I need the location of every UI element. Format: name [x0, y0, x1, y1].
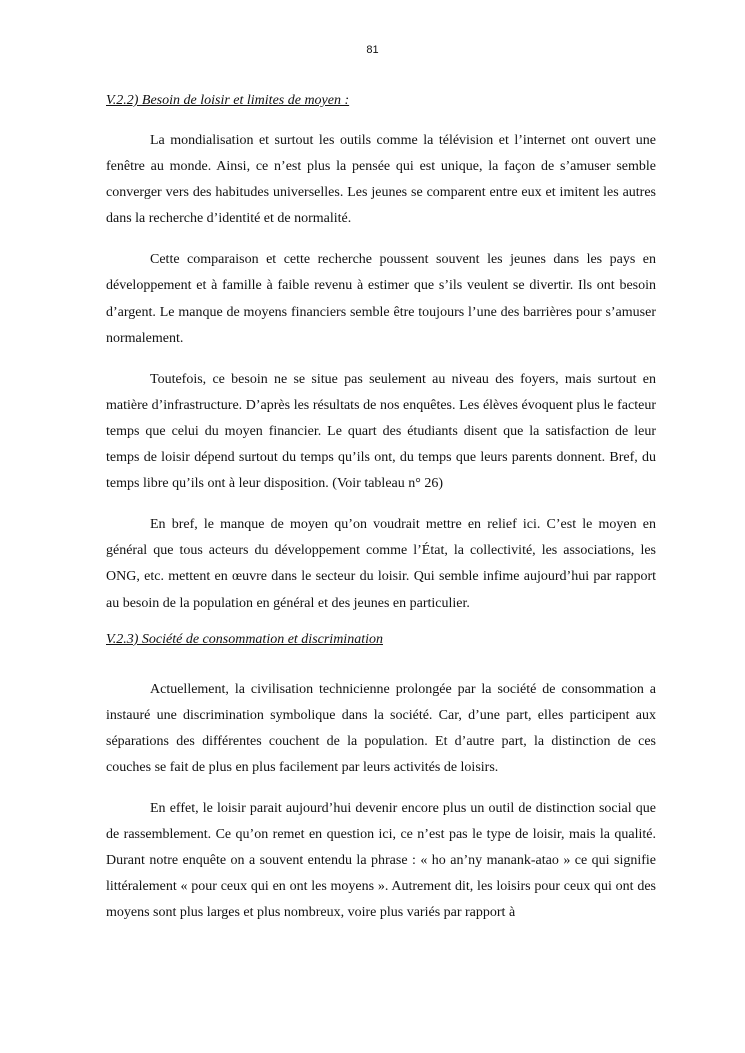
- page-number: 81: [366, 44, 379, 56]
- paragraph: La mondialisation et surtout les outils comme la télévision et l’internet ont ouvert une fenêtre au monde. Ainsi, ce n’est plus la pensée qui est unique, la façon de s’amuser semble converger vers des habitudes universelles. Les jeunes se comparent entre eux et imitent les autres dans la recherche d’identité et de normalité.: [106, 133, 656, 227]
- section-heading: V.2.2) Besoin de loisir et limites de moyen :: [106, 93, 350, 108]
- section-besoin-de-loisir: [106, 88, 656, 617]
- section-heading: V.2.3) Société de consommation et discrimination: [106, 631, 383, 647]
- paragraph: Cette comparaison et cette recherche poussent souvent les jeunes dans les pays en développement et à famille à faible revenu à estimer que s’ils veulent se divertir. Ils ont besoin d’argent. Le manque de moyens financiers semble être toujours l’une des barrières pour s’amuser normalement.: [106, 252, 656, 346]
- section-societe-de-consommation: [106, 627, 656, 927]
- paragraph: Toutefois, ce besoin ne se situe pas seulement au niveau des foyers, mais surtout en matière d’infrastructure. D’après les résultats de nos enquêtes. Les élèves évoquent plus le facteur temps que celui du moyen financier. Le quart des étudiants disent que la satisfaction de leur temps de loisir dépend surtout du temps qu’ils ont, du temps que leurs parents donnent. Bref, du temps libre qu’ils ont à leur disposition. (Voir tableau n° 26): [106, 371, 656, 492]
- paragraph: En bref, le manque de moyen qu’on voudrait mettre en relief ici. C’est le moyen en général que tous acteurs du développement comme l’État, la collectivité, les associations, les ONG, etc. mettent en œuvre dans le secteur du loisir. Qui semble infime aujourd’hui par rapport au besoin de la population en général et des jeunes en particulier.: [106, 517, 656, 611]
- paragraph: En effet, le loisir parait aujourd’hui devenir encore plus un outil de distinction social que de rassemblement. Ce qu’on remet en question ici, ce n’est pas le type de loisir, mais la qualité. Durant notre enquête on a souvent entendu la phrase : « ho an’ny manank-atao » ce qui signifie littéralement « pour ceux qui en ont les moyens ». Autrement dit, les loisirs pour ceux qui ont des moyens sont plus larges et plus nombreux, voire plus variés par rapport à: [106, 800, 656, 921]
- document-body: [106, 88, 656, 926]
- paragraph: Actuellement, la civilisation technicienne prolongée par la société de consommation a instauré une discrimination symbolique dans la société. Car, d’une part, elles participent aux séparations des différentes couchent de la population. Et d’autre part, la distinction de ces couches se fait de plus en plus facilement par leurs activités de loisirs.: [106, 681, 656, 775]
